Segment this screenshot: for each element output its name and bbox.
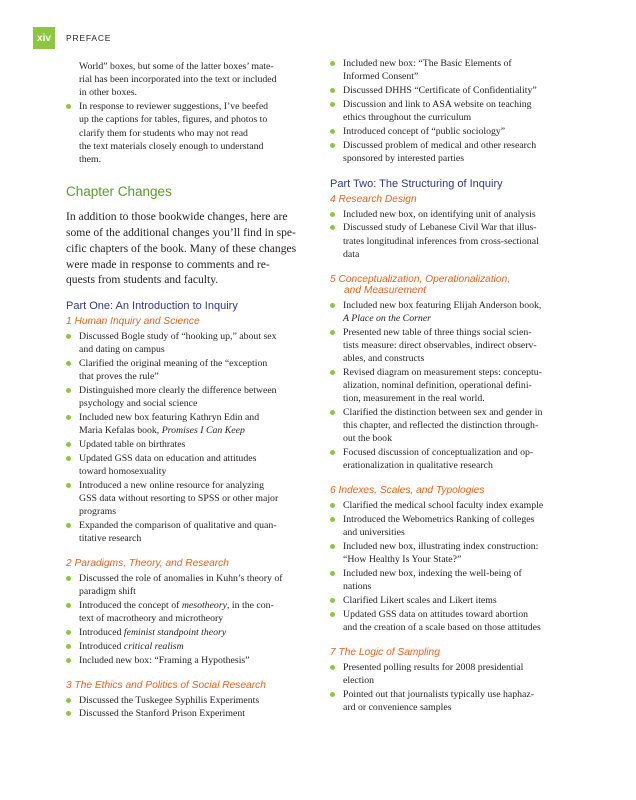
list-item-line: Introduced feminist standpoint theory xyxy=(79,627,227,639)
chapter-7-heading: 7 The Logic of Sampling xyxy=(330,646,440,658)
list-item xyxy=(330,608,572,634)
list-item-line: data xyxy=(343,248,360,260)
list-item-line: psychology and social science xyxy=(79,398,198,410)
list-item xyxy=(66,572,306,598)
list-item-line: World” boxes, but some of the latter boxes’ mate- xyxy=(79,61,274,72)
list-item xyxy=(330,567,572,593)
list-item xyxy=(330,513,572,539)
right-top-list xyxy=(330,57,572,165)
list-item xyxy=(330,499,572,512)
list-item-line: Updated GSS data on education and attitudes xyxy=(79,453,257,464)
part-two-heading: Part Two: The Structuring of Inquiry xyxy=(330,177,503,190)
list-item-line: Discussed study of Lebanese Civil War that illus- xyxy=(343,222,537,234)
list-item-line: Introduced the concept of mesotheory, in the con- xyxy=(79,600,274,612)
paragraph-line: cific chapters of the book. Many of these changes xyxy=(66,241,297,255)
list-item-line: and dating on campus xyxy=(79,344,165,356)
chapter-2-heading: 2 Paradigms, Theory, and Research xyxy=(66,558,229,570)
list-item-line: titative research xyxy=(79,533,142,545)
list-item-line: toward homosexuality xyxy=(79,466,167,478)
list-item xyxy=(330,57,572,83)
list-item xyxy=(330,540,572,566)
list-item-line: Introduced concept of “public sociology” xyxy=(343,125,506,137)
part-one-heading: Part One: An Introduction to Inquiry xyxy=(66,300,238,313)
chapter-5-list xyxy=(330,299,572,473)
page-number: xiv xyxy=(37,32,51,44)
chapter-5-heading-line2: and Measurement xyxy=(344,284,427,296)
list-item xyxy=(330,139,572,165)
list-item-line: nations xyxy=(343,581,372,593)
chapter-6-heading: 6 Indexes, Scales, and Typologies xyxy=(330,485,485,497)
running-head: PREFACE xyxy=(66,33,112,43)
list-item xyxy=(330,446,572,472)
chapter-2-list xyxy=(66,572,306,667)
list-item-line: election xyxy=(343,675,375,686)
list-item xyxy=(66,707,306,720)
list-item xyxy=(330,326,572,366)
left-column xyxy=(66,60,306,721)
list-item xyxy=(66,100,306,166)
chapter-5-heading-line1: 5 Conceptualization, Operationalization, xyxy=(330,273,511,285)
chapter-4-list xyxy=(330,208,572,261)
list-item-line: Discussed problem of medical and other research xyxy=(343,139,537,151)
list-item-line: Presented polling results for 2008 presidential xyxy=(343,661,524,673)
list-item-line: sponsored by interested parties xyxy=(343,152,465,164)
list-item xyxy=(66,60,306,100)
list-item xyxy=(66,479,306,519)
list-item xyxy=(330,98,572,124)
list-item xyxy=(330,688,572,714)
list-item xyxy=(66,599,306,625)
chapter-5-heading xyxy=(330,274,572,296)
list-item-line: and universities xyxy=(343,527,405,539)
list-item-line: Discussed the Stanford Prison Experiment xyxy=(79,708,245,720)
list-item xyxy=(66,519,306,545)
chapter-6-list xyxy=(330,499,572,634)
list-item xyxy=(66,438,306,451)
list-item xyxy=(330,221,572,261)
list-item-line: Included new box featuring Elijah Anderson book, xyxy=(343,299,542,311)
right-column xyxy=(330,57,572,715)
paragraph-line: In addition to those bookwide changes, here are xyxy=(66,210,288,224)
paragraph-line: some of the additional changes you’ll find in spe- xyxy=(66,226,296,240)
list-item xyxy=(330,125,572,138)
list-item-line: clarify them for students who may not read xyxy=(79,127,248,139)
chapter-changes-heading: Chapter Changes xyxy=(66,184,172,200)
list-item-line: Included new box: “The Basic Elements of xyxy=(343,58,512,69)
list-item xyxy=(330,594,572,607)
list-item xyxy=(66,330,306,356)
list-item-line: ethics throughout the curriculum xyxy=(343,112,472,123)
list-item-line: Discussed Bogle study of “hooking up,” about sex xyxy=(79,331,277,343)
left-top-list xyxy=(66,60,306,166)
list-item-line: A Place on the Corner xyxy=(343,312,431,324)
paragraph-line: quests from students and faculty. xyxy=(66,273,219,287)
list-item-line: Included new box, on identifying unit of analysis xyxy=(343,208,536,220)
chapter-7-list xyxy=(330,661,572,714)
list-item-line: Introduced critical realism xyxy=(79,641,184,652)
list-item-line: Discussed the role of anomalies in Kuhn’s theory of xyxy=(79,573,283,585)
list-item xyxy=(66,640,306,653)
list-item-line: up the captions for tables, figures, and photos to xyxy=(79,114,268,126)
list-item-line: text of macrotheory and microtheory xyxy=(79,613,224,625)
list-item-line: In response to reviewer suggestions, I’ve beefed xyxy=(79,101,269,113)
list-item-line: GSS data without resorting to SPSS or other major xyxy=(79,493,279,505)
chapter-1-heading: 1 Human Inquiry and Science xyxy=(66,316,200,328)
list-item-line: paradigm shift xyxy=(79,586,136,598)
list-item-line: ard or convenience samples xyxy=(343,702,452,713)
page-number-tab xyxy=(33,27,55,49)
chapter-4-heading: 4 Research Design xyxy=(330,193,417,205)
list-item-line: in other boxes. xyxy=(79,87,137,99)
list-item-line: Discussed the Tuskegee Syphilis Experiments xyxy=(79,694,260,706)
list-item-line: Included new box featuring Kathryn Edin and xyxy=(79,412,260,424)
list-item-line: Discussed DHHS “Certificate of Confidentiality” xyxy=(343,85,537,96)
list-item-line: them. xyxy=(79,154,102,166)
list-item-line: the text materials closely enough to understand xyxy=(79,140,264,152)
list-item-line: erationalization in qualitative research xyxy=(343,460,493,472)
list-item-line: alization, nominal definition, operational defini- xyxy=(343,380,532,391)
list-item xyxy=(330,661,572,687)
list-item-line: this chapter, and reflected the distinction through- xyxy=(343,420,539,432)
list-item-line: Included new box, indexing the well-being of xyxy=(343,568,522,579)
list-item-line: that proves the rule” xyxy=(79,371,159,383)
paragraph-line: were made in response to comments and re- xyxy=(66,257,270,271)
list-item xyxy=(330,299,572,325)
list-item-line: Introduced a new online resource for analyzing xyxy=(79,480,264,491)
list-item-line: Discussion and link to ASA website on teaching xyxy=(343,98,532,110)
list-item xyxy=(330,406,572,446)
list-item-line: Presented new table of three things social scien- xyxy=(343,326,532,338)
list-item xyxy=(330,84,572,97)
list-item-line: and the creation of a scale based on those attitudes xyxy=(343,622,541,633)
list-item-line: rial has been incorporated into the text or included xyxy=(79,74,277,86)
list-item-line: Focused discussion of conceptualization and op- xyxy=(343,447,534,459)
chapter-3-list xyxy=(66,694,306,721)
list-item-line: Distinguished more clearly the difference between xyxy=(79,385,277,397)
list-item xyxy=(66,384,306,410)
list-item-line: out the book xyxy=(343,433,392,445)
list-item-line: Included new box: “Framing a Hypothesis” xyxy=(79,654,250,666)
list-item-line: Updated table on birthrates xyxy=(79,439,186,451)
list-item-line: Maria Kefalas book, Promises I Can Keep xyxy=(79,425,245,437)
list-item-line: Clarified the medical school faculty index example xyxy=(343,500,544,512)
chapter-1-list xyxy=(66,330,306,545)
list-item-line: “How Healthy Is Your State?” xyxy=(343,554,462,566)
list-item xyxy=(66,694,306,707)
list-item-line: trates longitudinal inferences from cross-sectional xyxy=(343,235,539,247)
list-item-line: Clarified Likert scales and Likert items xyxy=(343,595,497,606)
list-item xyxy=(66,411,306,437)
intro-paragraph xyxy=(66,209,306,288)
list-item xyxy=(66,626,306,639)
list-item-line: Included new box, illustrating index construction: xyxy=(343,541,539,552)
list-item xyxy=(330,366,572,406)
list-item-line: Introduced the Webometrics Ranking of colleges xyxy=(343,514,535,525)
list-item xyxy=(66,357,306,383)
list-item-line: Informed Consent” xyxy=(343,71,419,83)
list-item xyxy=(66,654,306,667)
list-item-line: tion, measurement in the real world. xyxy=(343,393,485,405)
list-item-line: tists measure: direct observables, indirect observ- xyxy=(343,339,537,351)
list-item-line: Clarified the distinction between sex and gender in xyxy=(343,407,543,418)
list-item xyxy=(66,452,306,478)
chapter-3-heading: 3 The Ethics and Politics of Social Research xyxy=(66,679,266,691)
list-item-line: Updated GSS data on attitudes toward abortion xyxy=(343,608,529,620)
list-item-line: programs xyxy=(79,506,117,518)
list-item-line: Revised diagram on measurement steps: conceptu- xyxy=(343,366,542,378)
list-item-line: Expanded the comparison of qualitative and quan- xyxy=(79,520,277,532)
list-item-line: ables, and constructs xyxy=(343,353,425,364)
list-item xyxy=(330,208,572,221)
list-item-line: Clarified the original meaning of the “exception xyxy=(79,358,268,370)
list-item-line: Pointed out that journalists typically use haphaz- xyxy=(343,688,535,700)
